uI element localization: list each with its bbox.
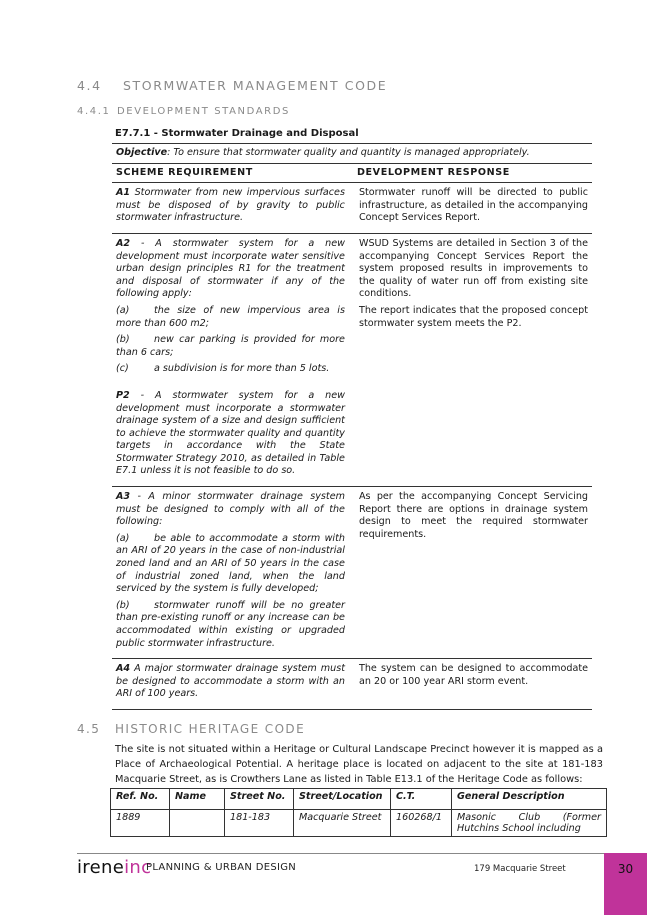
- clause-text: Stormwater from new impervious surfaces must be disposed of by gravity to public stormwater infrastructure.: [116, 187, 345, 224]
- subsection-title: DEVELOPMENT STANDARDS: [117, 106, 290, 117]
- list-item: (b) new car parking is provided for more than 6 cars;: [116, 334, 345, 358]
- cell-ct: 160268/1: [391, 810, 452, 837]
- footer-divider: [77, 853, 605, 854]
- col-ct: C.T.: [391, 789, 452, 810]
- response-cell: [353, 659, 592, 710]
- clause-text: - A stormwater system for a new development must incorporate a stormwater drainage system of a size and design sufficient to achieve the stormwater quality and quantity targets in accordance with the State Stormwater Strategy 2010, as detailed in Table E7.1 unless it is not feasible to do so.: [116, 389, 345, 477]
- list-item: (a) be able to accommodate a storm with an ARI of 20 years in the case of non-industrial zoned land and an ARI of 50 years in the case of industrial zoned land, when the land serviced by the system is fully developed;: [116, 532, 345, 595]
- col-name: Name: [170, 789, 225, 810]
- table-row: [112, 233, 592, 486]
- table-row: [112, 183, 592, 234]
- heritage-table: [110, 788, 607, 837]
- clause-text: - A minor stormwater drainage system must be designed to comply with all of the following:: [116, 491, 345, 528]
- clause-label: A3: [116, 491, 131, 503]
- cell-street-no: 181-183: [225, 810, 294, 837]
- section-number: 4.4: [77, 78, 102, 93]
- list-item: (a) the size of new impervious area is more than 600 m2;: [116, 304, 345, 329]
- brand-name-part2: inc: [124, 857, 152, 878]
- header-row: [112, 163, 592, 183]
- requirement-cell: [112, 487, 353, 659]
- objective-text: : To ensure that stormwater quality and quantity is managed appropriately.: [167, 147, 530, 158]
- heritage-paragraph: The site is not situated within a Heritage or Cultural Landscape Precinct however it is mapped as a Place of Archaeological Potential. A heritage place is located on adjacent to the site at 181-183 Macquarie Street, as is Crowthers Lane as listed in Table E13.1 of the Heritage Code as follows:: [115, 744, 603, 785]
- table-row: [111, 810, 607, 837]
- footer-address: 179 Macquarie Street: [474, 864, 566, 874]
- list-item: (b) stormwater runoff will be no greater than pre-existing runoff or any increase can be accommodated within existing or upgraded public stormwater infrastructure.: [116, 599, 345, 649]
- clause-text: A major stormwater drainage system must be designed to accommodate a storm with an ARI of 100 years.: [116, 663, 345, 700]
- brand-logo: [77, 857, 151, 878]
- clause-label: P2: [116, 389, 130, 401]
- response-text: WSUD Systems are detailed in Section 3 of the accompanying Concept Services Report the system proposed results in improvements to the quality of water run off from existing site conditions.: [358, 237, 588, 300]
- table-row: [112, 487, 592, 659]
- clause-label: A4: [116, 663, 131, 675]
- heritage-heading: [77, 722, 305, 736]
- cell-ref-no: 1889: [111, 810, 170, 837]
- list-item: (c) a subdivision is for more than 5 lots.: [116, 363, 330, 375]
- objective-label: Objective: [116, 147, 168, 158]
- clause-label: A1: [116, 187, 131, 199]
- requirements-table: [112, 143, 592, 710]
- header-development-response: DEVELOPMENT RESPONSE: [353, 163, 592, 183]
- heritage-title: HISTORIC HERITAGE CODE: [115, 722, 306, 736]
- clause-label: A2: [116, 237, 131, 249]
- heritage-header-row: [111, 789, 607, 810]
- section-title: STORMWATER MANAGEMENT CODE: [123, 78, 388, 93]
- response-cell: [353, 183, 592, 234]
- objective-row: [112, 144, 592, 164]
- header-scheme-requirement: SCHEME REQUIREMENT: [112, 163, 353, 183]
- requirement-cell: [112, 183, 353, 234]
- response-text: Stormwater runoff will be directed to public infrastructure, as detailed in the accompanying Concept Services Report.: [358, 187, 588, 224]
- response-cell: [353, 233, 592, 486]
- subsection-heading: [77, 106, 290, 117]
- table-title: E7.7.1 - Stormwater Drainage and Disposal: [115, 128, 359, 139]
- col-street-location: Street/Location: [294, 789, 391, 810]
- cell-general-description: Masonic Club (Former Hutchins School including: [452, 810, 607, 837]
- page-number: 30: [617, 862, 634, 876]
- cell-name: [170, 810, 225, 837]
- col-general-description: General Description: [452, 789, 607, 810]
- response-cell: [353, 487, 592, 659]
- cell-street-location: Macquarie Street: [294, 810, 391, 837]
- objective-cell: [112, 144, 592, 164]
- response-text: The report indicates that the proposed concept stormwater system meets the P2.: [358, 304, 588, 329]
- brand-subtitle: PLANNING & URBAN DESIGN: [146, 862, 297, 873]
- heritage-number: 4.5: [77, 722, 101, 736]
- response-text: The system can be designed to accommodate an 20 or 100 year ARI storm event.: [358, 663, 588, 687]
- section-heading: [77, 78, 387, 93]
- response-text: As per the accompanying Concept Servicing Report there are options in drainage system design to meet the required stormwater requirements.: [358, 491, 588, 540]
- subsection-number: 4.4.1: [77, 106, 111, 117]
- table-row: [112, 659, 592, 710]
- brand-name-part1: irene: [77, 857, 125, 878]
- col-street-no: Street No.: [225, 789, 294, 810]
- requirement-cell: [112, 233, 353, 486]
- col-ref-no: Ref. No.: [111, 789, 170, 810]
- clause-text: - A stormwater system for a new development must incorporate water sensitive urban design principles R1 for the treatment and disposal of stormwater if any of the following apply:: [116, 237, 345, 300]
- requirement-cell: [112, 659, 353, 710]
